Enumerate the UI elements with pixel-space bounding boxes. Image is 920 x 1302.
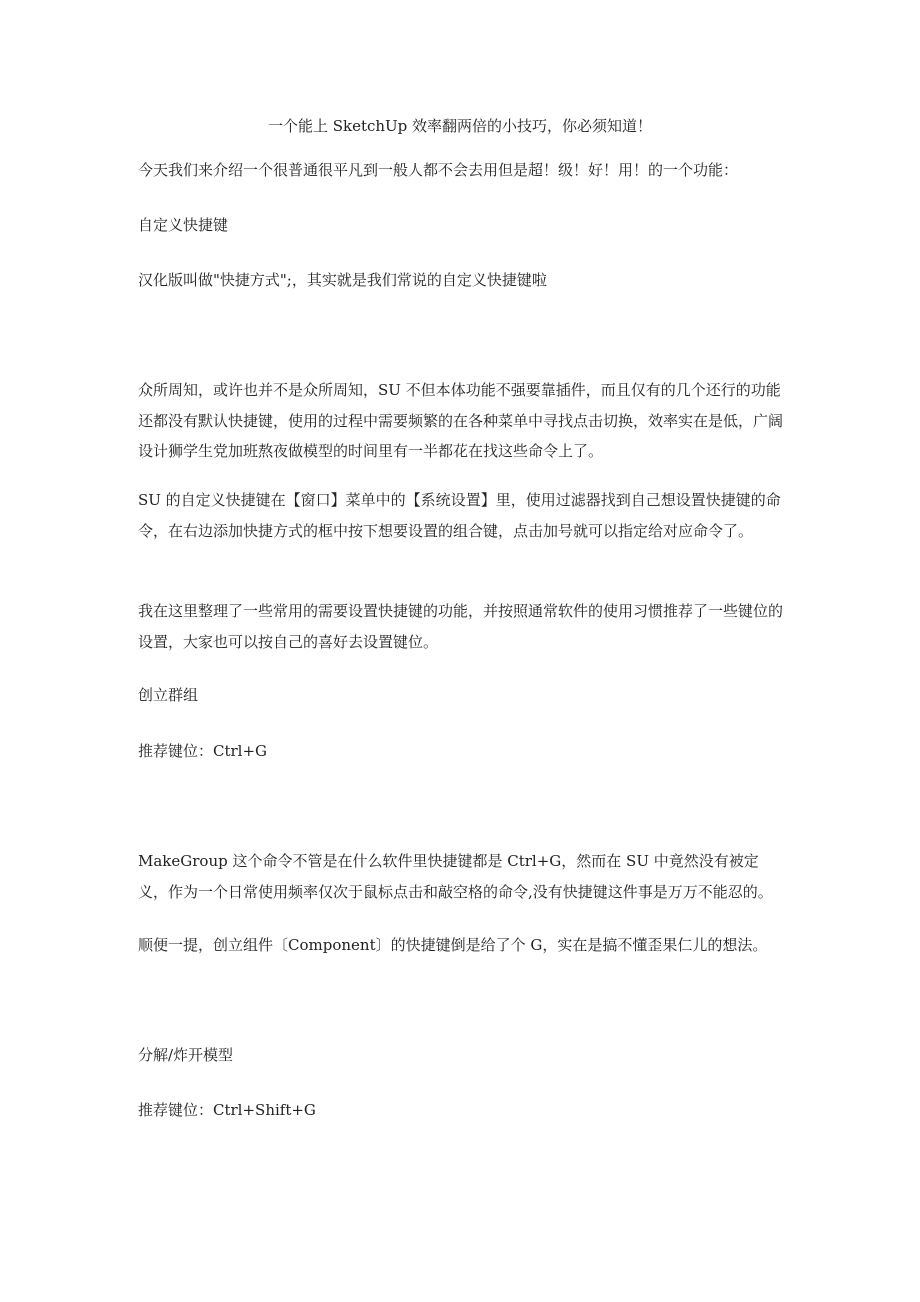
section-heading-custom-shortcuts: 自定义快捷键 <box>138 216 229 234</box>
recommendation-paragraph: 我在这里整理了一些常用的需要设置快捷键的功能，并按照通常软件的使用习惯推荐了一些键位的设置，大家也可以按自己的喜好去设置键位。 <box>138 602 784 651</box>
intro-paragraph: 今天我们来介绍一个很普通很平凡到一般人都不会去用但是超！级！好！用！的一个功能： <box>138 161 739 179</box>
localized-name-paragraph: 汉化版叫做"快捷方式";，其实就是我们常说的自定义快捷键啦 <box>138 271 547 289</box>
component-note-paragraph: 顺便一提，创立组件〔Component〕的快捷键倒是给了个 G，实在是搞不懂歪果仁儿的想法。 <box>138 936 768 954</box>
problem-paragraph: 众所周知，或许也并不是众所周知，SU 不但本体功能不强要靠插件，而且仅有的几个还行的功能还都没有默认快捷键，使用的过程中需要频繁的在各种菜单中寻找点击切换，效率实在是低，广阔设计狮学生党加班熬夜做模型的时间里有一半都花在找这些命令上了。 <box>138 381 784 460</box>
section-heading-make-group: 创立群组 <box>138 686 199 704</box>
article-title: 一个能上 SketchUp 效率翻两倍的小技巧，你必须知道！ <box>267 117 653 135</box>
explode-shortcut: 推荐键位：Ctrl+Shift+G <box>138 1101 316 1119</box>
make-group-shortcut: 推荐键位：Ctrl+G <box>138 742 268 760</box>
make-group-paragraph: MakeGroup 这个命令不管是在什么软件里快捷键都是 Ctrl+G，然而在 SU 中竟然没有被定义，作为一个日常使用频率仅次于鼠标点击和敲空格的命令,没有快捷键这件事是万万不能忍的。 <box>138 852 773 901</box>
settings-location-paragraph: SU 的自定义快捷键在【窗口】菜单中的【系统设置】里，使用过滤器找到自己想设置快捷键的命令，在右边添加快捷方式的框中按下想要设置的组合键，点击加号就可以指定给对应命令了。 <box>138 491 781 540</box>
section-heading-explode: 分解/炸开模型 <box>138 1046 234 1064</box>
